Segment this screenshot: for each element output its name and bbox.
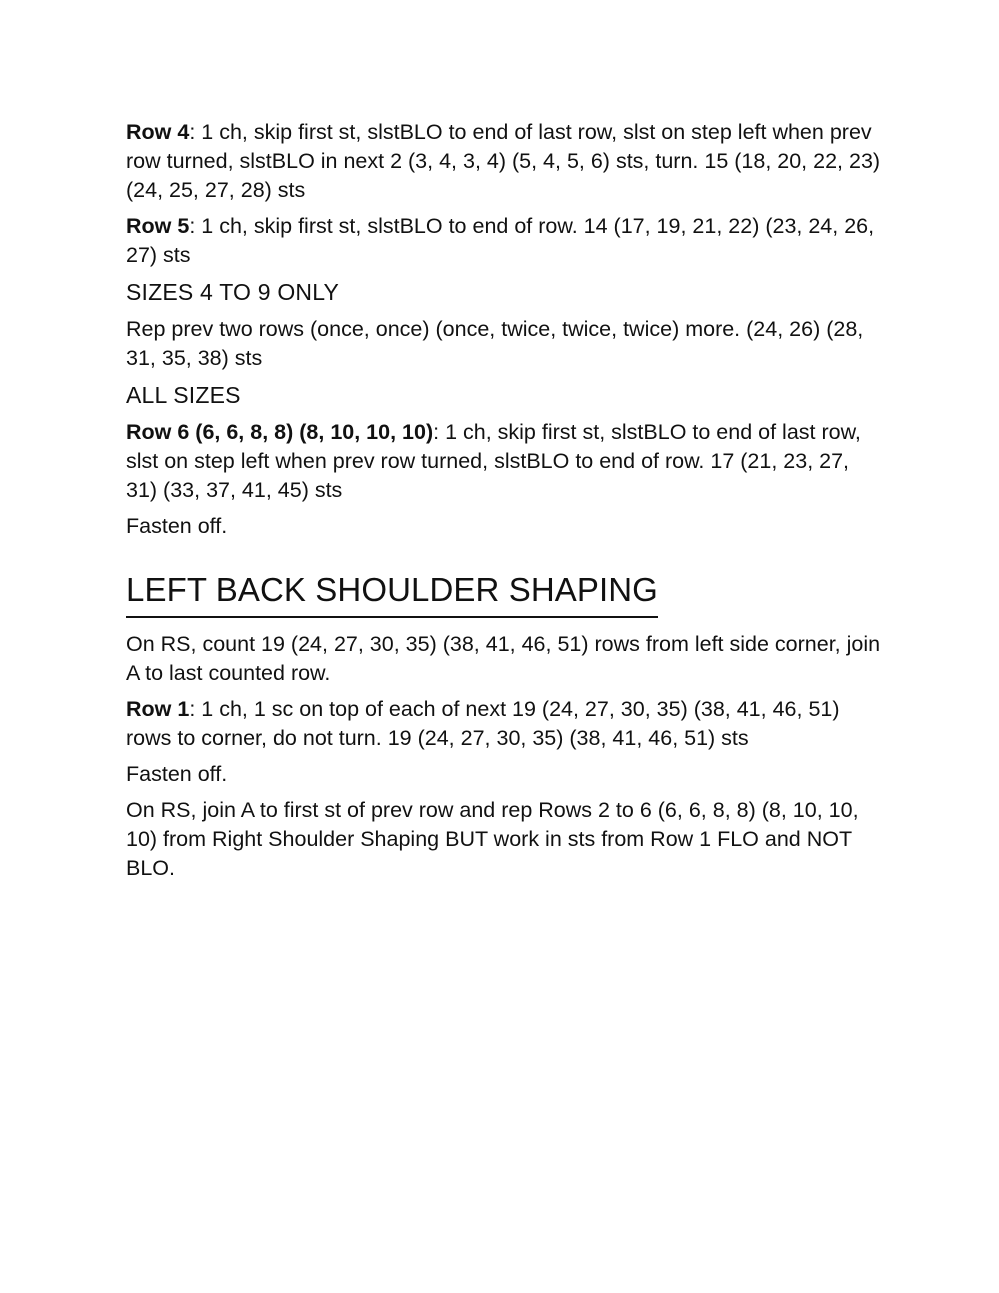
row-5-label: Row 5: [126, 214, 190, 238]
left-back-row-1-instruction: [126, 695, 886, 753]
row-5-text: : 1 ch, skip first st, slstBLO to end of row. 14 (17, 19, 21, 22) (23, 24, 26, 27) sts: [126, 214, 875, 267]
left-back-row-1-text: : 1 ch, 1 sc on top of each of next 19 (24, 27, 30, 35) (38, 41, 46, 51) rows to corner, do not turn. 19 (24, 27, 30, 35) (38, 41, 46, 51) sts: [126, 697, 840, 750]
left-back-shoulder-shaping-title: LEFT BACK SHOULDER SHAPING: [126, 570, 658, 618]
row-5-instruction: [126, 212, 886, 270]
all-sizes-heading: ALL SIZES: [126, 382, 241, 408]
fasten-off-text: Fasten off.: [126, 514, 228, 538]
row-4-label: Row 4: [126, 120, 190, 144]
left-back-intro: On RS, count 19 (24, 27, 30, 35) (38, 41, 46, 51) rows from left side corner, join A to last counted row.: [126, 632, 881, 685]
sizes-4-to-9-heading: SIZES 4 TO 9 ONLY: [126, 279, 340, 305]
left-back-row-1-label: Row 1: [126, 697, 190, 721]
sizes-4-to-9-text: Rep prev two rows (once, once) (once, twice, twice, twice) more. (24, 26) (28, 31, 35, 38) sts: [126, 317, 864, 370]
left-back-final-instruction: On RS, join A to first st of prev row and rep Rows 2 to 6 (6, 6, 8, 8) (8, 10, 10, 10) from Right Shoulder Shaping BUT work in sts from Row 1 FLO and NOT BLO.: [126, 798, 859, 880]
row-6-label: Row 6 (6, 6, 8, 8) (8, 10, 10, 10): [126, 420, 434, 444]
row-6-text: : 1 ch, skip first st, slstBLO to end of last row, slst on step left when prev row turned, slstBLO to end of row. 17 (21, 23, 27, 31) (33, 37, 41, 45) sts: [126, 420, 861, 502]
row-4-text: : 1 ch, skip first st, slstBLO to end of last row, slst on step left when prev row turned, slstBLO in next 2 (3, 4, 3, 4) (5, 4, 5, 6) sts, turn. 15 (18, 20, 22, 23) (24, 25, 27, 28) sts: [126, 120, 881, 202]
row-4-instruction: [126, 118, 886, 205]
document-page: [126, 118, 886, 890]
row-6-instruction: [126, 418, 886, 505]
left-back-fasten-off-text: Fasten off.: [126, 762, 228, 786]
